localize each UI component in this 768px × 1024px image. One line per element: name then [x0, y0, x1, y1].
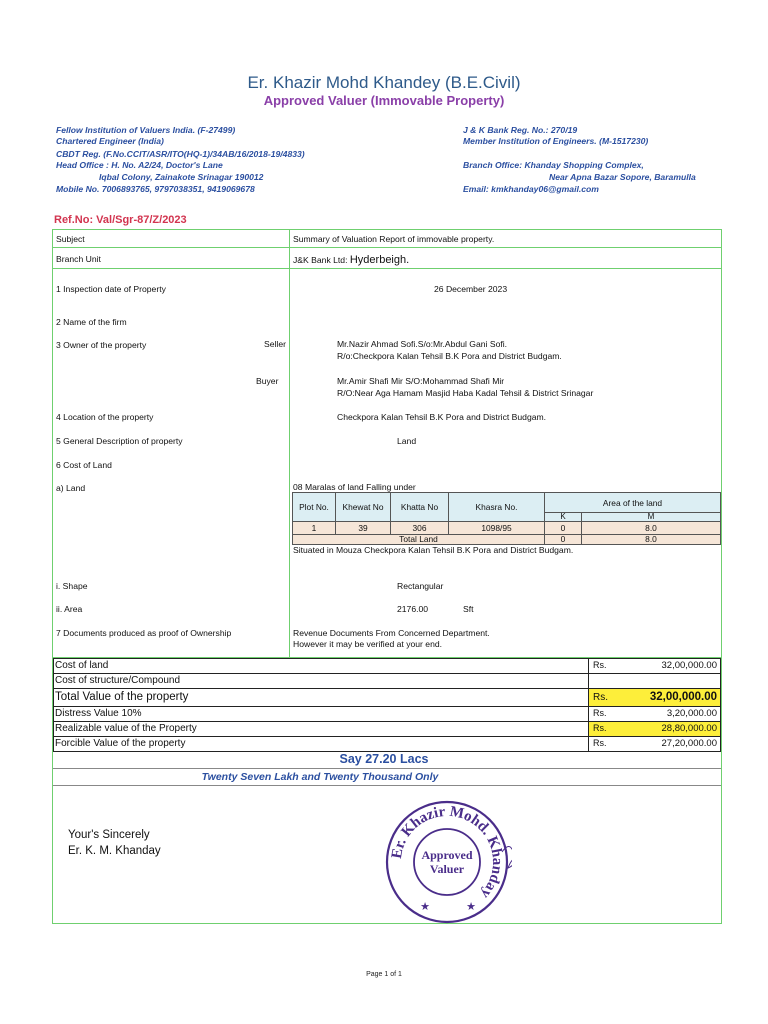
buyer-label: Buyer — [256, 376, 279, 386]
summary-row-cost-structure — [53, 674, 721, 688]
row-divider — [52, 247, 722, 248]
area-value: 2176.00 — [397, 604, 429, 614]
inspection-value: 26 December 2023 — [434, 284, 508, 294]
situated-text: Situated in Mouza Checkpora Kalan Tehsil B.K Pora and District Budgam. — [293, 545, 574, 555]
say-amount: Say 27.20 Lacs — [339, 752, 429, 766]
summary-currency: Rs. — [593, 692, 608, 703]
summary-label: Cost of land — [55, 660, 109, 671]
summary-amount: 32,00,000.00 — [649, 691, 717, 703]
subject-value: Summary of Valuation Report of immovable property. — [293, 234, 495, 244]
stamp-center-line-2: Valuer — [429, 862, 465, 876]
stamp-center-line-1: Approved — [421, 848, 473, 862]
closing-text: Your's Sincerely — [68, 829, 150, 841]
description-value: Land — [397, 436, 417, 446]
valuer-name: Er. Khazir Mohd Khandey (B.E.Civil) — [247, 73, 521, 92]
info-right-3: Near Apna Bazar Sopore, Baramulla — [549, 172, 696, 182]
summary-currency: Rs. — [593, 738, 607, 748]
col-area-m: M — [582, 513, 721, 522]
buyer-name: Mr.Amir Shafi Mir S/O:Mohammad Shafi Mir — [337, 376, 505, 386]
words-rule — [53, 768, 721, 769]
info-left-3: Head Office : H. No. A2/24, Doctor's Lane — [56, 160, 223, 170]
summary-row-forcible — [53, 737, 721, 751]
branch-label: Branch Unit — [56, 254, 101, 264]
summary-label: Distress Value 10% — [55, 708, 142, 719]
words-rule — [53, 785, 721, 786]
approved-valuer-stamp — [382, 797, 512, 927]
shape-value: Rectangular — [397, 581, 444, 591]
land-intro: 08 Maralas of land Falling under — [293, 482, 416, 492]
col-khewat: Khewat No — [336, 493, 391, 522]
info-left-0: Fellow Institution of Valuers India. (F-27499) — [56, 125, 236, 135]
summary-currency: Rs. — [593, 660, 607, 670]
buyer-address: R/O:Near Aga Hamam Masjid Haba Kadal Tehsil & District Srinagar — [337, 388, 594, 398]
summary-label: Total Value of the property — [55, 691, 189, 703]
summary-amount: 27,20,000.00 — [661, 738, 717, 749]
col-plot: Plot No. — [293, 493, 336, 522]
info-right-4: Email: kmkhanday06@gmail.com — [463, 184, 599, 194]
land-table — [292, 492, 721, 545]
cell-khatta: 306 — [391, 522, 449, 535]
row-divider — [52, 268, 722, 269]
branch-name: Hyderbeigh. — [349, 254, 410, 266]
branch-bank: J&K Bank Ltd: — [293, 255, 348, 265]
inspection-label: 1 Inspection date of Property — [56, 284, 166, 294]
summary-amount: 3,20,000.00 — [666, 708, 717, 719]
stamp-ring-text: Er. Khazir Mohd. Khanday — [388, 803, 506, 902]
summary-label: Realizable value of the Property — [55, 723, 197, 734]
summary-label: Forcible Value of the property — [55, 738, 186, 749]
owner-label: 3 Owner of the property — [56, 340, 147, 350]
cell-area-m: 8.0 — [582, 522, 721, 535]
cell-khewat: 39 — [336, 522, 391, 535]
info-right-0: J & K Bank Reg. No.: 270/19 — [463, 125, 578, 135]
shape-label: i. Shape — [56, 581, 88, 591]
seller-label: Seller — [264, 339, 286, 349]
signatory-name: Er. K. M. Khanday — [68, 845, 161, 857]
cell-area-k: 0 — [545, 522, 582, 535]
summary-currency: Rs. — [593, 708, 607, 718]
info-left-2: CBDT Reg. (F.No.CCIT/ASR/ITO(HQ-1)/34AB/16/2018-19/4833) — [56, 149, 305, 159]
branch-value — [293, 254, 409, 266]
docs-label: 7 Documents produced as proof of Ownership — [56, 628, 232, 638]
description-label: 5 General Description of property — [56, 436, 183, 446]
info-left-4: Iqbal Colony, Zainakote Srinagar 190012 — [99, 172, 264, 182]
seller-address: R/o:Checkpora Kalan Tehsil B.K Pora and District Budgam. — [337, 351, 562, 361]
info-right-2: Branch Office: Khanday Shopping Complex, — [463, 160, 644, 170]
total-m: 8.0 — [582, 535, 721, 545]
stamp-star-icon: ★ — [466, 901, 476, 913]
subject-label: Subject — [56, 234, 85, 244]
docs-line-2: However it may be verified at your end. — [293, 639, 443, 649]
valuer-designation: Approved Valuer (Immovable Property) — [263, 93, 505, 108]
firm-label: 2 Name of the firm — [56, 317, 127, 327]
location-value: Checkpora Kalan Tehsil B.K Pora and District Budgam. — [337, 412, 547, 422]
summary-row-distress — [53, 707, 721, 721]
summary-currency: Rs. — [593, 723, 607, 733]
reference-number: Ref.No: Val/Sgr-87/Z/2023 — [54, 214, 187, 226]
summary-label: Cost of structure/Compound — [55, 675, 181, 686]
total-row — [293, 535, 721, 545]
page-number: Page 1 of 1 — [366, 971, 402, 978]
col-khatta: Khatta No — [391, 493, 449, 522]
stamp-star-icon: ★ — [420, 901, 430, 913]
table-row — [293, 522, 721, 535]
column-divider — [289, 229, 290, 657]
area-unit: Sft — [463, 604, 474, 614]
summary-amount: 32,00,000.00 — [661, 660, 717, 671]
total-land-label: Total Land — [293, 535, 545, 545]
info-left-5: Mobile No. 7006893765, 9797038351, 9419069678 — [56, 184, 255, 194]
area-label: ii. Area — [56, 604, 83, 614]
total-k: 0 — [545, 535, 582, 545]
summary-amount: 28,80,000.00 — [661, 723, 717, 734]
cost-land-label: 6 Cost of Land — [56, 460, 112, 470]
amount-in-words: Twenty Seven Lakh and Twenty Thousand Only — [201, 771, 439, 783]
info-left-1: Chartered Engineer (India) — [56, 136, 164, 146]
col-area: Area of the land — [545, 493, 721, 513]
summary-row-realizable — [53, 722, 721, 736]
seller-name: Mr.Nazir Ahmad Sofi.S/o:Mr.Abdul Gani Sofi. — [337, 339, 508, 349]
info-right-1: Member Institution of Engineers. (M-1517230) — [463, 136, 649, 146]
col-khasra: Khasra No. — [449, 493, 545, 522]
cell-plot: 1 — [293, 522, 336, 535]
col-area-k: K — [545, 513, 582, 522]
docs-line-1: Revenue Documents From Concerned Department. — [293, 628, 490, 638]
cell-khasra: 1098/95 — [449, 522, 545, 535]
summary-row-total-value — [53, 689, 721, 706]
location-label: 4 Location of the property — [56, 412, 154, 422]
land-label: a) Land — [56, 483, 86, 493]
summary-row-cost-land — [53, 659, 721, 673]
